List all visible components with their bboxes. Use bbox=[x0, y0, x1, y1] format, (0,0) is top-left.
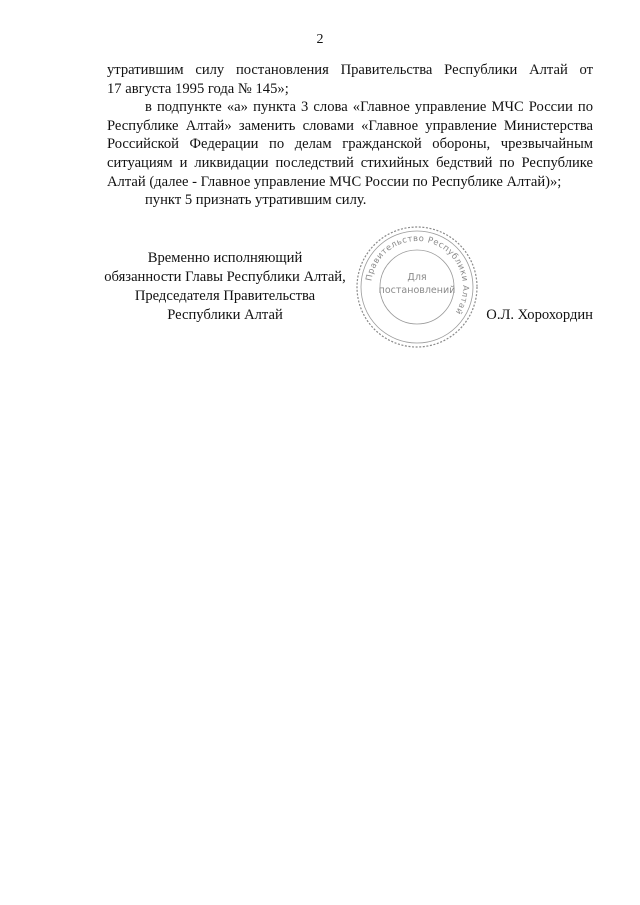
paragraph-subpoint-a: в подпункте «а» пункта 3 слова «Главное управление МЧС России по Республике Алтай» заменить словами «Главное управление Министерства Российской Федерации по делам гражданской обороны, чрезвычайным ситуациям и ликвидации последствий стихийных бедствий по Республике Алтай (далее - Главное управление МЧС России по Республике Алтай)»; bbox=[107, 99, 593, 190]
signer-name: О.Л. Хорохордин bbox=[486, 307, 593, 323]
signatory-title-line4: Республики Алтай bbox=[167, 307, 283, 323]
document-body bbox=[107, 61, 593, 210]
signatory-title bbox=[90, 249, 360, 325]
seal-center-line1: Для bbox=[407, 272, 427, 283]
signatory-title-line1: Временно исполняющий bbox=[147, 250, 303, 266]
signatory-title-line3: Председателя Правительства bbox=[134, 288, 316, 304]
seal-ring-textpath: Правительство Республики Алтай bbox=[363, 232, 472, 317]
page-number: 2 bbox=[316, 32, 324, 47]
seal-center-text bbox=[354, 271, 480, 297]
signatory-title-line2: обязанности Главы Республики Алтай, bbox=[104, 269, 346, 285]
seal-center-line2: постановлений bbox=[378, 285, 456, 296]
official-seal bbox=[354, 224, 480, 350]
paragraph-point-5: пункт 5 признать утратившим силу. bbox=[145, 192, 367, 209]
paragraph-continuation-line1: утратившим силу постановления Правительства Республики Алтай от bbox=[107, 62, 593, 78]
paragraph-continuation-line2: 17 августа 1995 года № 145»; bbox=[107, 80, 289, 97]
